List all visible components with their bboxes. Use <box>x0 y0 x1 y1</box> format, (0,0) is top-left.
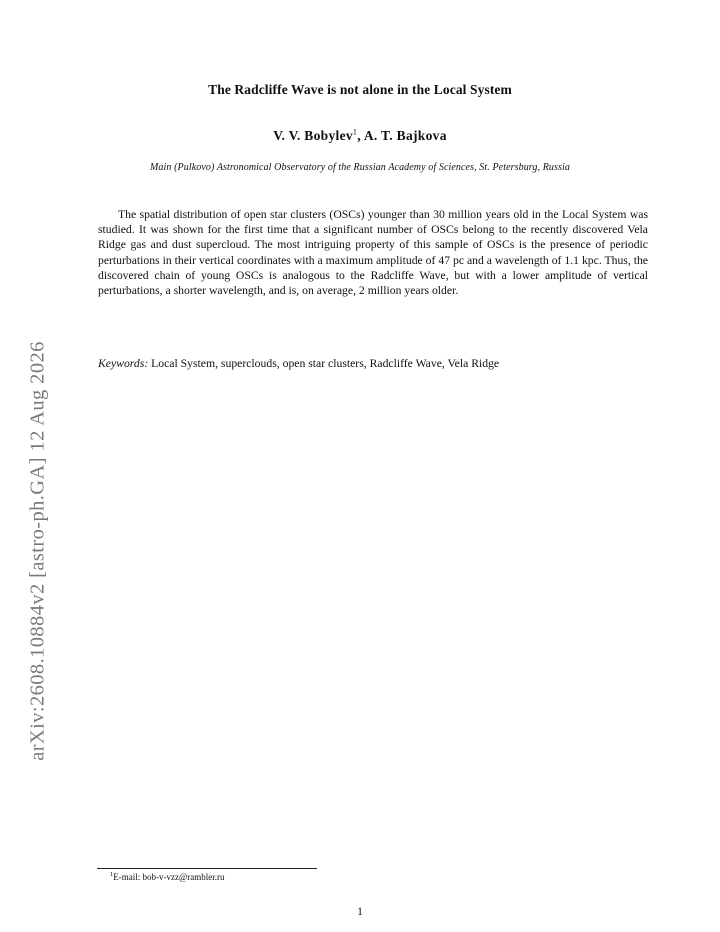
keywords-line <box>98 356 648 371</box>
footnote-divider <box>97 868 317 869</box>
keywords-label: Keywords: <box>98 357 149 370</box>
affiliation: Main (Pulkovo) Astronomical Observatory of the Russian Academy of Sciences, St. Petersburg, Russia <box>149 162 570 173</box>
footnote-marker: 1 <box>110 871 114 878</box>
author-line <box>0 128 720 144</box>
page-number: 1 <box>357 906 363 918</box>
arxiv-identifier-stamp: arXiv:2608.10884v2 [astro-ph.GA] 12 Aug 2026 <box>26 341 49 761</box>
footnote-marker: 1 <box>352 127 358 137</box>
footnote <box>110 872 225 883</box>
author-separator: , <box>357 128 364 143</box>
abstract-text: The spatial distribution of open star clusters (OSCs) younger than 30 million years old in the Local System was studied. It was shown for the first time that a significant number of OSCs belong to the recently discovered Vela Ridge gas and dust supercloud. The most intriguing property of this sample of OSCs is the presence of periodic perturbations in their vertical coordinates with a maximum amplitude of 47 pc and a wavelength of 1.1 kpc. Thus, the discovered chain of young OSCs is analogous to the Radcliffe Wave, but with a lower amplitude of vertical perturbations, a shorter wavelength, and is, on average, 2 million years older. <box>98 208 648 298</box>
paper-title: The Radcliffe Wave is not alone in the Local System <box>208 82 512 97</box>
author-name: V. V. Bobylev <box>273 128 353 143</box>
author-name: A. T. Bajkova <box>363 128 447 143</box>
footnote-email: E-mail: bob-v-vzz@rambler.ru <box>113 872 225 882</box>
keywords-list: Local System, superclouds, open star clusters, Radcliffe Wave, Vela Ridge <box>151 357 500 370</box>
